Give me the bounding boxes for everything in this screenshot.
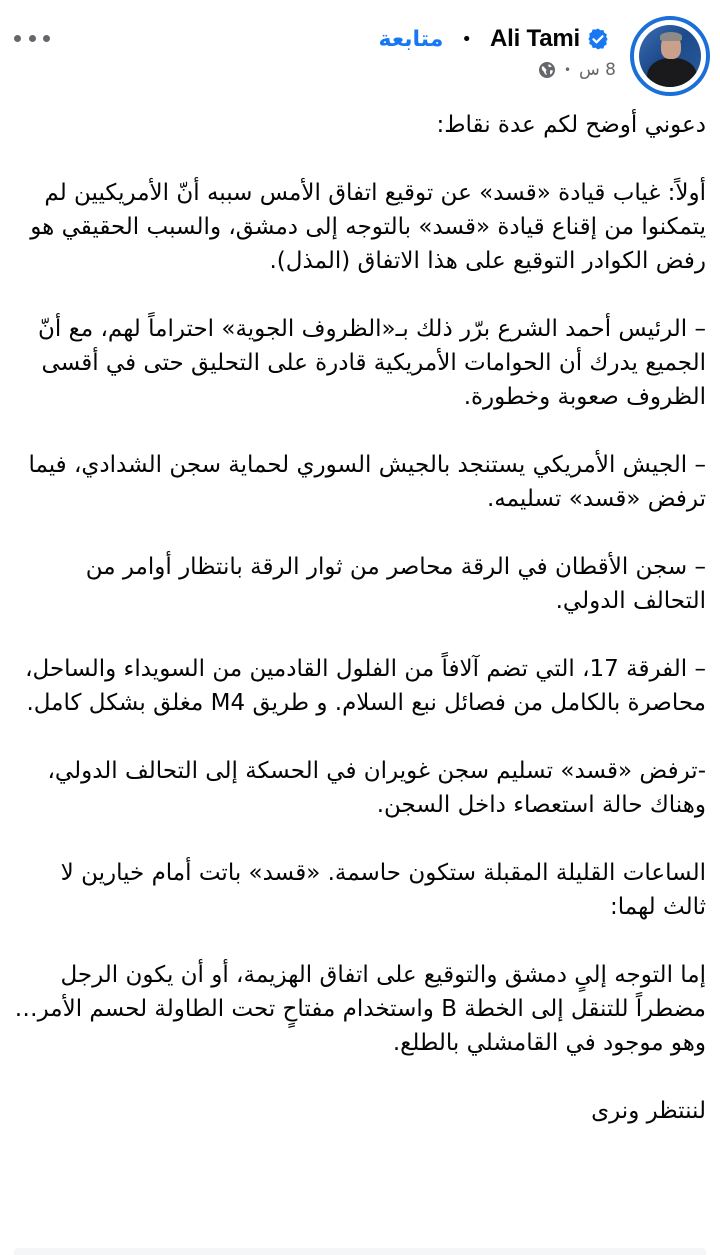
post-paragraph-closing: لننتظر ونرى (591, 1098, 706, 1124)
header-separator: • (461, 28, 473, 50)
post-footer-divider (14, 1248, 706, 1255)
post-timestamp[interactable]: 8 س (579, 60, 616, 80)
more-options-icon-dot (29, 35, 36, 42)
post-paragraph-intro: دعوني أوضح لكم عدة نقاط: (436, 112, 706, 138)
author-avatar[interactable] (630, 16, 710, 96)
globe-icon[interactable] (538, 61, 556, 79)
avatar-hair (660, 32, 682, 41)
verified-badge-icon (586, 27, 610, 51)
post-paragraph-division-17: – الفرقة 17، التي تضم آلافاً من الفلول القادمين من السويداء والساحل، محاصرة بالكامل من فصائل نبع السلام. و طريق M4 مغلق بشكل كامل. (25, 656, 706, 716)
author-row (379, 22, 611, 56)
post-paragraph-first-point: أولاً: غياب قيادة «قسد» عن توقيع اتفاق الأمس سببه أنّ الأمريكيين لم يتمكنوا من إقناع قيادة «قسد» بالتوجه إلى دمشق، والسبب الحقيقي هو رفض الكوادر التوقيع على هذا الاتفاق (المذل). (30, 180, 706, 274)
post-paragraph-shaddadi-prison: – الجيش الأمريكي يستنجد بالجيش السوري لحماية سجن الشدادي، فيما ترفض «قسد» تسليمه. (28, 452, 706, 512)
post-meta (538, 58, 616, 82)
more-options-button[interactable] (14, 26, 50, 50)
avatar-image (639, 25, 701, 87)
post-paragraph-critical-hours: الساعات القليلة المقبلة ستكون حاسمة. «قسد» باتت أمام خيارين لا ثالث لهما: (60, 860, 706, 920)
avatar-body (647, 58, 697, 87)
post-paragraph-ghweiran-prison: -ترفض «قسد» تسليم سجن غويران في الحسكة إلى التحالف الدولي، وهناك حالة استعصاء داخل السجن. (47, 758, 706, 818)
post-body (6, 108, 706, 1162)
post-paragraph-aqtan-prison: – سجن الأقطان في الرقة محاصر من ثوار الرقة بانتظار أوامر من التحالف الدولي. (85, 554, 706, 614)
post-paragraph-weather-excuse: – الرئيس أحمد الشرع برّر ذلك بـ«الظروف الجوية» احتراماً لهم، مع أنّ الجميع يدرك أن الحوامات الأمريكية قادرة على التحليق حتى في أقسى الظروف صعوبة وخطورة. (38, 316, 706, 410)
follow-button[interactable]: متابعة (378, 26, 444, 52)
meta-separator: • (563, 63, 572, 77)
author-name[interactable]: Ali Tami (490, 25, 580, 52)
more-options-icon (14, 35, 21, 42)
more-options-icon-dot (43, 35, 50, 42)
post-paragraph-two-options: إما التوجه إلىٍ دمشق والتوقيع على اتفاق الهزيمة، أو أن يكون الرجل مضطراً للتنقل إلى الخطة B واستخدام مفتاحٍ تحت الطاولة لحسم الأمر… وهو موجود في القامشلي بالطلع. (14, 962, 706, 1056)
post-header (0, 0, 720, 110)
